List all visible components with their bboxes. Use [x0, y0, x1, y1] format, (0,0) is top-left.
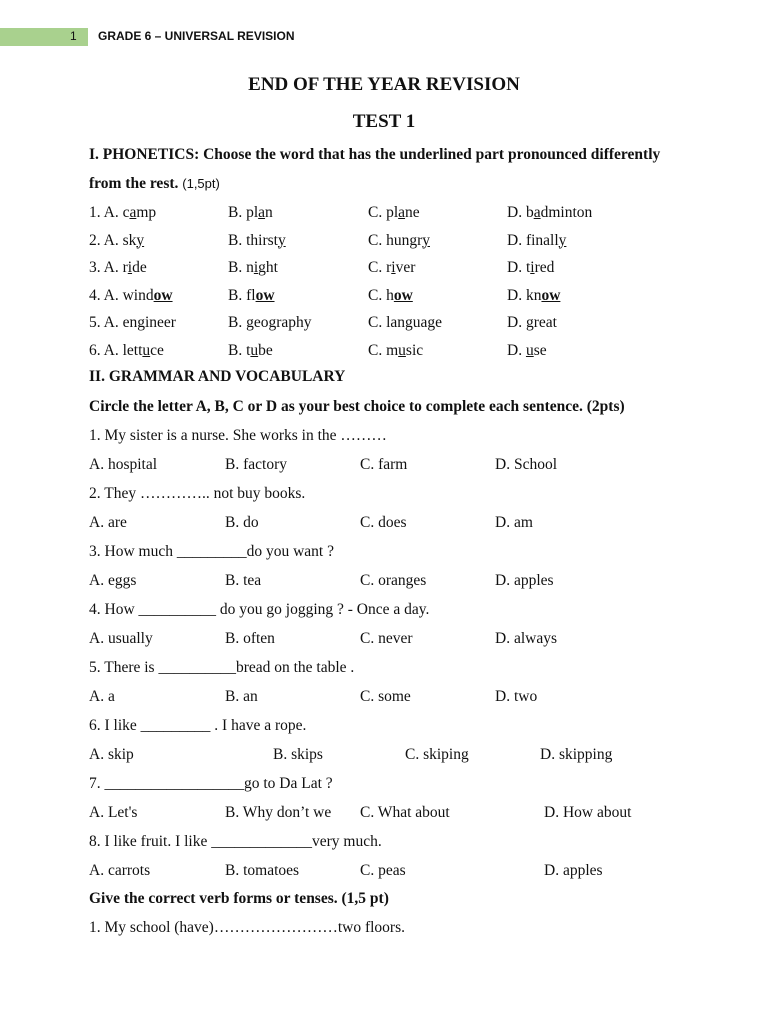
question-text: 7. __________________go to Da Lat ? — [89, 775, 333, 792]
phonetics-option — [507, 287, 560, 305]
option-text: 4. A. wind — [89, 286, 154, 304]
underlined-part: y — [422, 231, 430, 249]
answer-option: A. are — [89, 514, 127, 531]
underlined-part: g — [427, 314, 436, 331]
option-text: D. t — [507, 259, 531, 276]
phonetics-option — [89, 287, 173, 305]
question-text: 6. I like _________ . I have a rope. — [89, 717, 307, 734]
option-text: ght — [258, 259, 278, 276]
answer-option: C. oranges — [360, 572, 427, 589]
option-text: reat — [533, 314, 557, 331]
option-text: mp — [136, 204, 157, 221]
answer-option: B. skips — [273, 746, 323, 763]
phonetics-option — [507, 342, 547, 360]
phonetics-option — [368, 314, 442, 332]
phonetics-option — [89, 314, 176, 332]
question-text: 2. They ………….. not buy books. — [89, 485, 306, 502]
phonetics-option — [507, 314, 557, 332]
underlined-part: i — [530, 259, 535, 276]
answer-option: B. an — [225, 688, 258, 705]
phonetics-option — [507, 204, 592, 222]
option-text: se — [533, 341, 547, 359]
phonetics-option — [89, 259, 147, 277]
option-text: B. n — [228, 259, 254, 276]
option-text: red — [534, 259, 555, 276]
option-text: 3. A. r — [89, 259, 128, 276]
answer-option: C. some — [360, 688, 411, 705]
page-number: 1 — [70, 29, 77, 43]
phonetics-option — [89, 232, 144, 250]
phonetics-heading-line2 — [89, 175, 220, 193]
underlined-part: u — [398, 341, 406, 359]
phonetics-option — [228, 204, 273, 222]
underlined-part: g — [525, 314, 534, 331]
answer-option: D. School — [495, 456, 557, 473]
underlined-part: a — [398, 204, 406, 221]
phonetics-option — [228, 232, 286, 250]
answer-option: B. Why don’t we — [225, 804, 332, 821]
answer-option: D. two — [495, 688, 538, 705]
answer-option: C. What about — [360, 804, 450, 821]
option-text: C. r — [368, 259, 392, 276]
phonetics-option — [228, 314, 312, 332]
option-text: 6. A. lett — [89, 341, 143, 359]
option-text: C. hungr — [368, 231, 423, 249]
question-text: 3. How much _________do you want ? — [89, 543, 334, 560]
option-text: D. finall — [507, 231, 559, 249]
underlined-part: ow — [393, 286, 413, 304]
answer-option: A. carrots — [89, 862, 151, 879]
option-text: dminton — [540, 204, 593, 221]
option-text: sic — [405, 341, 424, 359]
phonetics-option — [368, 259, 415, 277]
option-text: be — [258, 341, 273, 359]
answer-option: C. never — [360, 630, 413, 647]
option-text: C. m — [368, 341, 399, 359]
answer-option: C. farm — [360, 456, 408, 473]
answer-option: D. apples — [544, 862, 603, 879]
grammar-heading: II. GRAMMAR AND VOCABULARY — [89, 368, 346, 385]
option-text: ce — [150, 341, 164, 359]
option-text: B. t — [228, 341, 251, 359]
answer-option: D. apples — [495, 572, 554, 589]
answer-option: D. always — [495, 630, 557, 647]
option-text: eography — [253, 314, 312, 331]
option-text: D. kn — [507, 286, 542, 304]
option-text: D. — [507, 341, 526, 359]
verbs-item-1: 1. My school (have)……………………two floors. — [89, 919, 405, 936]
question-text: 4. How __________ do you go jogging ? - Once a day. — [89, 601, 430, 618]
option-text: D. b — [507, 204, 534, 221]
answer-option: A. hospital — [89, 456, 158, 473]
option-text: ne — [405, 204, 420, 221]
phonetics-option — [507, 259, 554, 277]
option-text: ineer — [144, 314, 176, 331]
question-text: 1. My sister is a nurse. She works in the ……… — [89, 427, 387, 444]
option-text: C. h — [368, 286, 394, 304]
answer-option: B. factory — [225, 456, 287, 473]
phonetics-option — [228, 287, 275, 305]
underlined-part: y — [277, 231, 286, 249]
option-text: C. langua — [368, 314, 428, 331]
underlined-part: ow — [255, 286, 275, 304]
phonetics-option — [228, 342, 273, 360]
header-title: GRADE 6 – UNIVERSAL REVISION — [98, 29, 295, 43]
option-text: n — [265, 204, 273, 221]
option-text: e — [435, 314, 443, 331]
phonetics-points: (1,5pt) — [182, 176, 220, 191]
answer-option: C. does — [360, 514, 407, 531]
answer-option: B. tea — [225, 572, 262, 589]
option-text: 2. A. sk — [89, 231, 137, 249]
underlined-part: y — [136, 231, 145, 249]
underlined-part: ow — [541, 286, 561, 304]
phonetics-heading: I. PHONETICS: Choose the word that has the underlined part pronounced differently — [89, 146, 661, 163]
phonetics-option — [89, 342, 164, 360]
answer-option: C. skiping — [405, 746, 469, 763]
option-text: ver — [395, 259, 416, 276]
underlined-part: ow — [153, 286, 173, 304]
phonetics-option — [368, 287, 413, 305]
answer-option: B. do — [225, 514, 259, 531]
phonetics-option — [368, 232, 430, 250]
underlined-part: u — [142, 341, 151, 359]
phonetics-option — [89, 204, 156, 222]
underlined-part: u — [525, 341, 534, 359]
underlined-part: g — [246, 314, 254, 331]
option-text: B. fl — [228, 286, 256, 304]
option-text: B. thirst — [228, 231, 278, 249]
option-text: 5. A. en — [89, 314, 138, 331]
option-text: D. — [507, 314, 526, 331]
phonetics-option — [368, 204, 420, 222]
question-text: 5. There is __________bread on the table . — [89, 659, 355, 676]
option-text: B. — [228, 314, 247, 331]
underlined-part: g — [137, 314, 145, 331]
option-text: C. pl — [368, 204, 399, 221]
answer-option: A. a — [89, 688, 115, 705]
question-text: 8. I like fruit. I like _____________very much. — [89, 833, 382, 850]
underlined-part: i — [253, 259, 259, 276]
option-text: 1. A. c — [89, 204, 130, 221]
page-header — [0, 28, 768, 46]
test-title: TEST 1 — [352, 111, 416, 132]
answer-option: C. peas — [360, 862, 406, 879]
answer-option: B. tomatoes — [225, 862, 300, 879]
option-text: B. pl — [228, 204, 259, 221]
underlined-part: u — [250, 341, 259, 359]
underlined-part: a — [533, 204, 541, 221]
grammar-instruction: Circle the letter A, B, C or D as your best choice to complete each sentence. (2pts) — [89, 398, 625, 415]
verbs-instruction: Give the correct verb forms or tenses. (1,5 pt) — [89, 890, 389, 907]
answer-option: A. skip — [89, 746, 134, 763]
answer-option: D. am — [495, 514, 533, 531]
phonetics-heading-cont: from the rest. — [89, 175, 179, 192]
answer-option: D. skipping — [540, 746, 613, 763]
underlined-part: i — [127, 259, 133, 276]
option-text: de — [132, 259, 147, 276]
answer-option: B. often — [225, 630, 275, 647]
underlined-part: y — [558, 231, 567, 249]
answer-option: D. How about — [544, 804, 632, 821]
underlined-part: i — [391, 259, 396, 276]
underlined-part: a — [129, 204, 137, 221]
phonetics-option — [228, 259, 278, 277]
answer-option: A. usually — [89, 630, 153, 647]
answer-option: A. eggs — [89, 572, 137, 589]
main-title: END OF THE YEAR REVISION — [248, 74, 520, 95]
underlined-part: a — [258, 204, 266, 221]
answer-option: A. Let's — [89, 804, 138, 821]
phonetics-option — [507, 232, 566, 250]
phonetics-option — [368, 342, 423, 360]
